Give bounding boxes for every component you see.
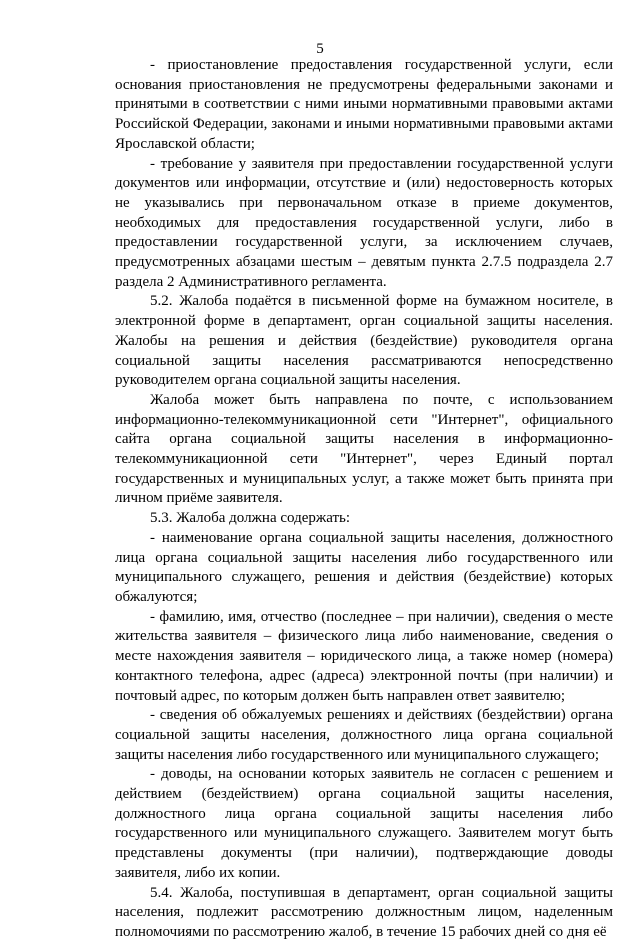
document-body xyxy=(115,56,613,943)
paragraph-suspension-grounds: - приостановление предоставления государственной услуги, если основания приостановления не предусмотрены федеральными законами и принятыми в соответствии с ними иными нормативными правовыми актами Российской Федерации, законами и иными нормативными правовыми актами Ярославской области; xyxy=(115,57,613,152)
paragraph-item-applicant-details: - фамилию, имя, отчество (последнее – при наличии), сведения о месте жительства заявителя – физического лица либо наименование, сведения о месте нахождения заявителя – юридического лица, а также номер (номера) контактного телефона, адрес (адреса) электронной почты (при наличии) и почтовый адрес, по которым должен быть направлен ответ заявителю; xyxy=(115,608,613,704)
paragraph-5-2: 5.2. Жалоба подаётся в письменной форме на бумажном носителе, в электронной форме в департамент, орган социальной защиты населения. Жалобы на решения и действия (бездействие) руководителя органа социальной защиты населения рассматриваются непосредственно руководителем органа социальной защиты населения. xyxy=(115,293,613,389)
paragraph-item-arguments: - доводы, на основании которых заявитель не согласен с решением и действием (бездействием) органа социальной защиты населения, должностного лица органа социальной защиты населения либо государственного или муниципального служащего. Заявителем могут быть представлены документы (при наличии), подтверждающие доводы заявителя, либо их копии. xyxy=(115,766,613,881)
paragraph-5-3: 5.3. Жалоба должна содержать: xyxy=(150,510,351,527)
paragraph-document-demand: - требование у заявителя при предоставлении государственной услуги документов или информации, отсутствие и (или) недостоверность которых не указывались при первоначальном отказе в приеме документов, необходимых для предоставления государственной услуги, либо в предоставлении государственной услуги, за исключением случаев, предусмотренных абзацами шестым – девятым пункта 2.7.5 подраздела 2.7 раздела 2 Административного регламента. xyxy=(115,155,613,290)
paragraph-item-contested-decisions: - сведения об обжалуемых решениях и действиях (бездействии) органа социальной защиты населения, должностного лица органа социальной защиты населения либо государственного или муниципального служащего; xyxy=(115,707,613,763)
paragraph-complaint-channels: Жалоба может быть направлена по почте, с использованием информационно-телекоммуникационной сети "Интернет", официального сайта органа социальной защиты населения в информационно-телекоммуникационной сети "Интернет", через Единый портал государственных и муниципальных услуг, а также может быть принята при личном приёме заявителя. xyxy=(115,391,613,507)
paragraph-5-4: 5.4. Жалоба, поступившая в департамент, орган социальной защиты населения, подлежит рассмотрению должностным лицом, наделенным полномочиями по рассмотрению жалоб, в течение 15 рабочих дней со дня её xyxy=(115,884,613,940)
page-number: 5 xyxy=(316,41,324,57)
paragraph-item-authority-name: - наименование органа социальной защиты населения, должностного лица органа социальной защиты населения либо государственного или муниципального служащего, решения и действия (бездействие) которых обжалуются; xyxy=(115,529,613,605)
